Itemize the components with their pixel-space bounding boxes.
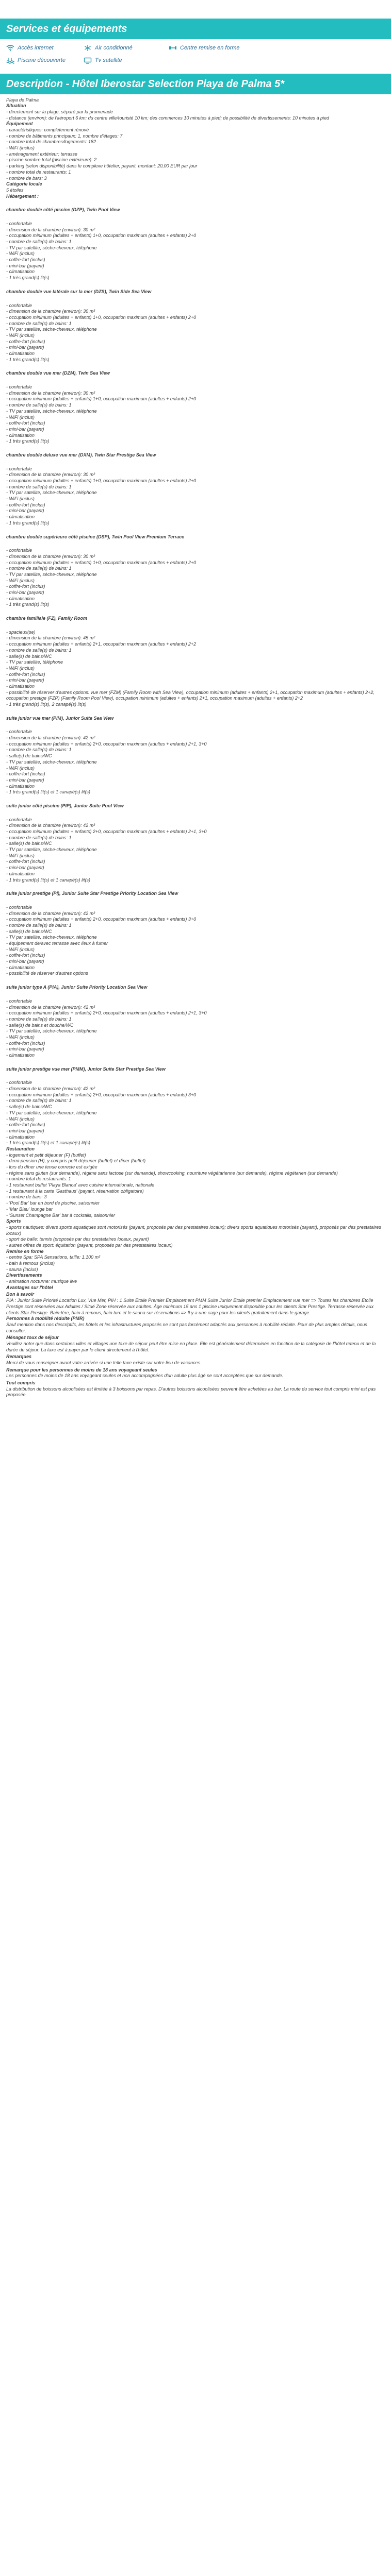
- detail-line: - salle(s) de bains/WC: [6, 753, 52, 759]
- room-title: suite junior vue mer (PIM), Junior Suite Sea View: [6, 715, 114, 721]
- detail-line: - nombre de salle(s) de bains: 1: [6, 239, 72, 245]
- detail-line: - mini-bar (payant): [6, 865, 44, 871]
- detail-line: - coffre-fort (inclus): [6, 859, 45, 865]
- detail-line: - parking (selon disponibilité) dans le complexe hôtelier, payant, montant: 20,00 EUR par jour: [6, 163, 198, 169]
- spacer: [6, 459, 385, 466]
- detail-line: - mini-bar (payant): [6, 508, 44, 514]
- detail-line: - 1 très grand(s) lit(s) et 1 canapé(s) lit(s): [6, 1140, 91, 1146]
- detail-line: - demi-pension (H), y compris petit déjeuner (buffet) et dîner (buffet): [6, 1158, 146, 1164]
- room-title: suite junior côté piscine (PIP), Junior Suite Pool View: [6, 803, 124, 808]
- detail-line: - TV par satellite, sèche-cheveux, téléphone: [6, 490, 97, 496]
- spacer: [6, 199, 385, 207]
- detail-line: - mini-bar (payant): [6, 1128, 44, 1133]
- detail-line: - occupation minimum (adultes + enfants) 1+0, occupation maximum (adultes + enfants) 2+0: [6, 560, 197, 565]
- spacer: [6, 527, 385, 534]
- detail-line: - occupation minimum (adultes + enfants) 1+0, occupation maximum (adultes + enfants) 2+0: [6, 314, 197, 320]
- room-title: suite junior type A (PIA), Junior Suite Priority Location Sea View: [6, 985, 148, 990]
- detail-line: - caractéristiques: complètement rénové: [6, 127, 89, 133]
- detail-line: - occupation minimum (adultes + enfants) 2+0, occupation maximum (adultes + enfants) 2+1, 3+0: [6, 741, 207, 747]
- detail-line: - 1 restaurant buffet 'Playa Blanca' avec cuisine internationale, nationale: [6, 1182, 155, 1188]
- detail-line: Sauf mention dans nos descriptifs, les hôtels et les infrastructures proposés ne sont pas forcément adaptés aux personnes à mobilité réduite. Pour de plus amples détails, nous consulter.: [6, 1321, 367, 1333]
- detail-line: - dimension de la chambre (environ): 30 m²: [6, 390, 95, 396]
- detail-line: - climatisation: [6, 964, 35, 970]
- detail-line: - TV par satellite, sèche-cheveux, téléphone: [6, 408, 97, 414]
- detail-line: - coffre-fort (inclus): [6, 338, 45, 344]
- section-title: Sports: [6, 1218, 21, 1224]
- detail-line: - 'Sunset Champagne Bar' bar à cocktails, saisonnier: [6, 1212, 116, 1218]
- detail-line: - confortable: [6, 302, 32, 308]
- detail-line: - mini-bar (payant): [6, 677, 44, 683]
- detail-line: - occupation minimum (adultes + enfants) 1+0, occupation maximum (adultes + enfants) 2+0: [6, 233, 197, 239]
- detail-line: - dimension de la chambre (environ): 42 m²: [6, 735, 95, 741]
- detail-line: - confortable: [6, 998, 32, 1004]
- section-title: Avantages sur l'hôtel: [6, 1284, 53, 1290]
- detail-line: - climatisation: [6, 1134, 35, 1140]
- detail-line: - nombre de salle(s) de bains: 1: [6, 402, 72, 408]
- detail-line: - nombre de salle(s) de bains: 1: [6, 647, 72, 653]
- detail-line: - salle(s) de bains/WC: [6, 653, 52, 659]
- section-title: Divertissements: [6, 1273, 42, 1278]
- room-title: chambre double supérieure côté piscine (DSP), Twin Pool View Premium Terrace: [6, 534, 185, 539]
- detail-line: - confortable: [6, 817, 32, 822]
- detail-line: - WiFi (inclus): [6, 853, 35, 858]
- detail-line: - mini-bar (payant): [6, 1046, 44, 1052]
- detail-line: - sport de balle: tennis (proposés par des prestataires locaux, payant): [6, 1236, 149, 1242]
- detail-line: - occupation minimum (adultes + enfants) 1+0, occupation maximum (adultes + enfants) 2+0: [6, 478, 197, 484]
- detail-line: - TV par satellite, sèche-cheveux, téléphone: [6, 1028, 97, 1034]
- detail-line: - coffre-fort (inclus): [6, 257, 45, 263]
- detail-line: - climatisation: [6, 596, 35, 601]
- room-title: suite junior prestige (PI), Junior Suite Star Prestige Priority Location Sea View: [6, 891, 178, 896]
- detail-line: - confortable: [6, 384, 32, 390]
- detail-line: - climatisation: [6, 871, 35, 876]
- services-banner: Services et équipements: [0, 19, 391, 39]
- detail-line: - dimension de la chambre (environ): 30 m²: [6, 472, 95, 478]
- detail-line: - coffre-fort (inclus): [6, 420, 45, 426]
- detail-line: - nombre de salle(s) de bains: 1: [6, 320, 72, 326]
- detail-line: - régime sans gluten (sur demande), régime sans lactose (sur demande), showcooking, nourriture végétarienne (sur demande), régime végétarien (sur demande): [6, 1170, 338, 1176]
- detail-line: - sauna (inclus): [6, 1266, 38, 1272]
- description-body: [0, 94, 391, 1419]
- detail-line: - dimension de la chambre (environ): 42 m²: [6, 1086, 95, 1092]
- room-title: chambre double deluxe vue mer (DXM), Twin Star Prestige Sea View: [6, 452, 156, 457]
- detail-line: - confortable: [6, 466, 32, 471]
- pool-icon: [6, 57, 14, 64]
- detail-line: - 1 très grand(s) lit(s): [6, 602, 50, 607]
- feature-air-conditioning: Air conditionné: [84, 44, 169, 52]
- detail-line: - coffre-fort (inclus): [6, 1122, 45, 1128]
- detail-line: - équipement de/avec terrasse avec lieux à fumer: [6, 941, 108, 946]
- section-title: Hébergement :: [6, 193, 39, 199]
- detail-line: - mini-bar (payant): [6, 345, 44, 350]
- detail-line: - confortable: [6, 548, 32, 553]
- subsection-title: Tout compris: [6, 1380, 36, 1386]
- tv-icon: [84, 57, 92, 64]
- detail-line: - 1 très grand(s) lit(s): [6, 357, 50, 362]
- detail-line: - nombre de salle(s) de bains: 1: [6, 484, 72, 489]
- detail-line: Merci de vous renseigner avant votre arrivée si une telle taxe existe sur votre lieu de vacances.: [6, 1360, 202, 1366]
- detail-line: - occupation minimum (adultes + enfants) 2+0, occupation maximum (adultes + enfants) 2+1, 3+0: [6, 829, 207, 835]
- room-title: suite junior prestige vue mer (PMM), Junior Suite Star Prestige Sea View: [6, 1066, 166, 1072]
- dumbbell-icon: [169, 44, 177, 52]
- detail-line: - lors du dîner une tenue correcte est exigée: [6, 1164, 97, 1170]
- detail-line: La distribution de boissons alcoolisées est limitée à 3 boissons par repas. D'autres boissons alcoolisées peuvent être achetées au bar. La route du service tout compris mini est pas proposée.: [6, 1386, 376, 1398]
- detail-line: - dimension de la chambre (environ): 30 m²: [6, 227, 95, 232]
- detail-line: - climatisation: [6, 683, 35, 689]
- detail-line: - salle(s) de bains/WC: [6, 1104, 52, 1110]
- room-title: chambre double côté piscine (DZP), Twin Pool View: [6, 207, 120, 213]
- detail-line: - occupation minimum (adultes + enfants) 2+0, occupation maximum (adultes + enfants) 3+0: [6, 1092, 197, 1097]
- detail-line: - WiFi (inclus): [6, 1034, 35, 1040]
- detail-line: - nombre de salle(s) de bains: 1: [6, 566, 72, 571]
- detail-line: - TV par satellite, sèche-cheveux, téléphone: [6, 759, 97, 765]
- wifi-icon: [6, 44, 14, 52]
- detail-line: - nombre de salle(s) de bains: 1: [6, 835, 72, 840]
- detail-line: - confortable: [6, 904, 32, 910]
- detail-line: - dimension de la chambre (environ): 30 m²: [6, 553, 95, 559]
- detail-line: - 1 très grand(s) lit(s) et 1 canapé(s) lit(s): [6, 789, 91, 795]
- detail-line: - mini-bar (payant): [6, 777, 44, 783]
- detail-line: - TV par satellite, sèche-cheveux, téléphone: [6, 1110, 97, 1115]
- room-title: chambre double vue mer (DZM), Twin Sea View: [6, 370, 110, 376]
- detail-line: - logement et petit déjeuner (F) (buffet): [6, 1152, 86, 1158]
- detail-line: - TV par satellite, sèche-cheveux, téléphone: [6, 245, 97, 250]
- detail-line: - climatisation: [6, 783, 35, 789]
- feature-satellite-tv: Tv satellite: [84, 57, 122, 64]
- spacer: [6, 445, 385, 452]
- detail-line: - piscine nombre total (piscine extérieure): 2: [6, 157, 97, 163]
- detail-line: - WiFi (inclus): [6, 145, 35, 151]
- detail-line: - directement sur la plage, séparé par la promenade: [6, 109, 113, 114]
- detail-line: - climatisation: [6, 351, 35, 357]
- detail-line: - climatisation: [6, 269, 35, 275]
- spacer: [6, 795, 385, 803]
- detail-line: - centre Spa: SPA Sensations, taille: 1.100 m²: [6, 1255, 101, 1260]
- detail-line: - WiFi (inclus): [6, 496, 35, 502]
- room-title: chambre double vue latérale sur la mer (DZS), Twin Side Sea View: [6, 289, 152, 294]
- detail-line: - WiFi (inclus): [6, 946, 35, 952]
- spacer: [6, 721, 385, 729]
- detail-line: - 1 très grand(s) lit(s): [6, 438, 50, 444]
- detail-line: - aménagement extérieur: terrasse: [6, 151, 78, 157]
- detail-line: - autres offres de sport: équitation (payant, proposés par des prestataires locaux): [6, 1242, 173, 1248]
- spacer: [6, 1072, 385, 1080]
- spacer: [6, 708, 385, 716]
- detail-line: - salle(s) de bains/WC: [6, 928, 52, 934]
- detail-line: - WiFi (inclus): [6, 765, 35, 771]
- detail-line: - WiFi (inclus): [6, 665, 35, 671]
- detail-line: - salle(s) de bains et douche/WC: [6, 1022, 74, 1028]
- section-title: Équipement: [6, 121, 33, 127]
- detail-line: - coffre-fort (inclus): [6, 953, 45, 958]
- detail-line: - WiFi (inclus): [6, 1116, 35, 1122]
- detail-line: - dimension de la chambre (environ): 42 m²: [6, 1004, 95, 1010]
- section-title: Situation: [6, 103, 26, 109]
- detail-line: - WiFi (inclus): [6, 251, 35, 257]
- detail-line: - TV par satellite, sèche-cheveux, téléphone: [6, 571, 97, 577]
- detail-line: - TV par satellite, téléphone: [6, 659, 63, 665]
- detail-line: - nombre total de restaurants: 1: [6, 1176, 71, 1182]
- room-title: chambre familiale (FZ), Family Room: [6, 616, 88, 621]
- subsection-title: Ménagez toux de séjour: [6, 1335, 59, 1341]
- detail-line: - coffre-fort (inclus): [6, 584, 45, 589]
- detail-line: - coffre-fort (inclus): [6, 1040, 45, 1046]
- detail-line: - TV par satellite, sèche-cheveux, téléphone: [6, 327, 97, 332]
- detail-line: - 1 très grand(s) lit(s): [6, 520, 50, 526]
- detail-line: - coffre-fort (inclus): [6, 502, 45, 507]
- detail-line: - dimension de la chambre (environ): 42 m²: [6, 910, 95, 916]
- spacer: [6, 883, 385, 891]
- detail-line: - nombre de salle(s) de bains: 1: [6, 922, 72, 928]
- detail-line: - coffre-fort (inclus): [6, 671, 45, 677]
- snowflake-icon: [84, 44, 92, 52]
- spacer: [6, 809, 385, 817]
- subsection-title: Remarque pour les personnes de moins de 18 ans voyageant seules: [6, 1367, 157, 1372]
- detail-line: - coffre-fort (inclus): [6, 771, 45, 777]
- feature-fitness: Centre remise en forme: [169, 44, 240, 52]
- section-title: Remise en forme: [6, 1248, 44, 1254]
- detail-line: - climatisation: [6, 514, 35, 520]
- detail-line: - dimension de la chambre (environ): 30 m²: [6, 309, 95, 314]
- detail-line: - possibilité de réserver d'autres options: [6, 971, 88, 976]
- subsection-title: Bon à savoir: [6, 1292, 35, 1297]
- detail-line: - occupation minimum (adultes + enfants) 1+0, occupation maximum (adultes + enfants) 2+0: [6, 396, 197, 402]
- subsection-title: Remarques: [6, 1354, 32, 1360]
- spacer: [6, 991, 385, 998]
- spacer: [6, 213, 385, 221]
- detail-line: - climatisation: [6, 1053, 35, 1058]
- detail-line: - animation nocturne: musique live: [6, 1279, 77, 1284]
- spacer: [6, 295, 385, 303]
- detail-line: - nombre de salle(s) de bains: 1: [6, 1016, 72, 1022]
- detail-line: - nombre de bars: 3: [6, 1194, 47, 1200]
- spacer: [6, 608, 385, 616]
- detail-line: - 1 très grand(s) lit(s), 2 canapé(s) lit(s): [6, 702, 87, 707]
- detail-line: - spacieux(se): [6, 629, 36, 635]
- detail-line: - sports nautiques: divers sports aquatiques sont motorisés (payant, proposés par des prestataires locaux); divers sports aquatiques motorisés (payant), proposés par des prestataires locaux): [6, 1224, 381, 1236]
- spacer: [6, 1059, 385, 1066]
- spacer: [6, 977, 385, 985]
- detail-line: - dimension de la chambre (environ): 42 m²: [6, 823, 95, 828]
- spacer: [6, 377, 385, 384]
- detail-line: - climatisation: [6, 432, 35, 438]
- feature-outdoor-pool: Piscine découverte: [6, 57, 84, 64]
- detail-line: - dimension de la chambre (environ): 45 m²: [6, 635, 95, 641]
- spacer: [6, 540, 385, 548]
- detail-line: - WiFi (inclus): [6, 414, 35, 420]
- spacer: [6, 363, 385, 370]
- description-banner: Description - Hôtel Iberostar Selection Playa de Palma 5*: [0, 74, 391, 94]
- features-list: [0, 39, 391, 74]
- detail-line: - occupation minimum (adultes + enfants) 2+0, occupation maximum (adultes + enfants) 2+1, 3+0: [6, 1010, 207, 1016]
- location-name: Playa de Palma: [6, 97, 39, 103]
- spacer: [6, 281, 385, 289]
- detail-line: - mini-bar (payant): [6, 959, 44, 964]
- spacer: [6, 897, 385, 905]
- detail-line: - 'Pool Bar' bar en bord de piscine, saisonnier: [6, 1200, 100, 1206]
- section-title: Catégorie locale: [6, 181, 42, 187]
- detail-line: - possibilité de réserver d'autres options: vue mer (FZM) (Family Room with Sea View), occupation minimum (adultes + enfants) 2+1, occupation maximum (adultes + enfants) 2+2, occupation prestige (FZP) (Family Room Pool View), occupation minimum (adultes + enfants) 2+1, occupation maximum (adultes + enfants) 2+2: [6, 689, 374, 701]
- detail-line: - 1 restaurant à la carte 'Gasthaus' (payant, réservation obligatoire): [6, 1188, 144, 1194]
- detail-line: - nombre total de restaurants: 1: [6, 169, 71, 175]
- detail-line: - confortable: [6, 729, 32, 735]
- detail-line: - occupation minimum (adultes + enfants) 2+0, occupation maximum (adultes + enfants) 3+0: [6, 917, 197, 922]
- detail-line: - mini-bar (payant): [6, 263, 44, 268]
- detail-line: - nombre de salle(s) de bains: 1: [6, 747, 72, 753]
- section-title: Restauration: [6, 1146, 35, 1151]
- detail-line: 5 étoiles: [6, 187, 24, 193]
- detail-line: Veuillez noter que dans certaines villes et villages une taxe de séjour peut être mise en place. Elle est généralement déterminée en fonction de la catégorie de l'hôtel retenu et de la durée du séjour. La taxe est à payer par le client directement à l'hôtel.: [6, 1341, 376, 1352]
- detail-line: - salle(s) de bains/WC: [6, 841, 52, 846]
- section-title: Personnes à mobilité réduite (PMR): [6, 1316, 85, 1321]
- detail-line: - 1 très grand(s) lit(s) et 1 canapé(s) lit(s): [6, 877, 91, 883]
- detail-line: - 'Mar Blau' lounge bar: [6, 1206, 53, 1212]
- detail-line: - occupation minimum (adultes + enfants) 2+1, occupation maximum (adultes + enfants) 2+2: [6, 641, 197, 647]
- detail-line: - nombre de bars: 3: [6, 175, 47, 181]
- detail-line: - nombre de bâtiments principaux: 1, nombre d'étages: 7: [6, 133, 123, 139]
- detail-line: - TV par satellite, sèche-cheveux, téléphone: [6, 847, 97, 853]
- detail-line: - nombre total de chambres/logements: 182: [6, 139, 96, 145]
- detail-line: PIA : Junior Suite Priorité Location Lux, Vue Mer, PIH : 1 Suite Étoile Premier Emplacement PMM Suite Junior Étoile premier Emplacement vue mer => Toutes les chambres Étoile Prestige sont réservées aux Adultes / Situé Zone réservée aux adultes. Âge minimum 15 ans 1 piscine uniquement disponible pour les clients Star Prestige. Terrasse réservée aux clients Star Prestige. Bain-tère, bain à remous, bain turc et le sauna sur réservations => Il y a une cage pour les clients gratuitement dans le garage.: [6, 1298, 374, 1315]
- detail-line: - nombre de salle(s) de bains: 1: [6, 1098, 72, 1104]
- detail-line: - WiFi (inclus): [6, 578, 35, 583]
- detail-line: - confortable: [6, 1080, 32, 1086]
- detail-line: - distance (environ): de l'aéroport 6 km; du centre ville/touristé 10 km; des commerces 10 minutes à pied; de possibilité de divertissements: 10 minutes à pied: [6, 115, 330, 121]
- detail-line: - bain à remous (inclus): [6, 1261, 55, 1266]
- detail-line: - 1 très grand(s) lit(s): [6, 275, 50, 281]
- detail-line: - WiFi (inclus): [6, 332, 35, 338]
- detail-line: Les personnes de moins de 18 ans voyageant seules et non accompagnées d'un adulte plus âgé ne sont acceptées que sur demande.: [6, 1373, 284, 1379]
- detail-line: - mini-bar (payant): [6, 426, 44, 432]
- spacer: [6, 622, 385, 630]
- detail-line: - confortable: [6, 221, 32, 226]
- detail-line: - TV par satellite, sèche-cheveux, téléphone: [6, 935, 97, 940]
- detail-line: - mini-bar (payant): [6, 590, 44, 596]
- feature-internet: Accès internet: [6, 44, 84, 52]
